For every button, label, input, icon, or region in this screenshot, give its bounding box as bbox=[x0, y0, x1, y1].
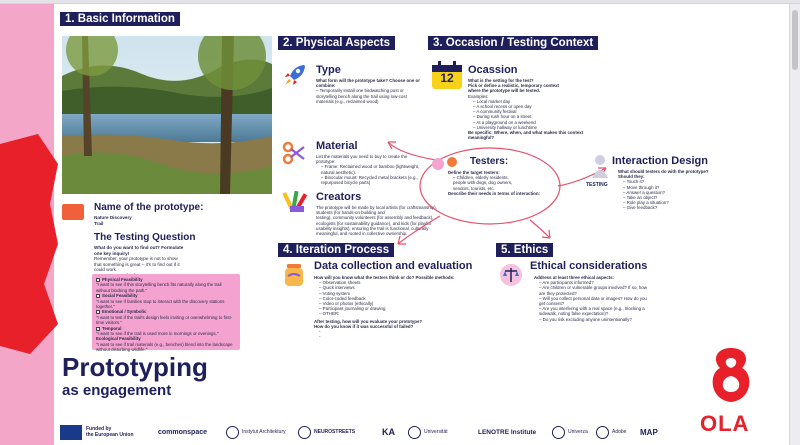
occasion-item-text: A community festival bbox=[476, 109, 517, 115]
partner-logo-text: LENOTRE Institute bbox=[478, 428, 537, 436]
calendar-date: 12 bbox=[440, 71, 454, 85]
occasion-item-text: A school recess or open day bbox=[476, 104, 532, 110]
creators-line: testing), community volunteers (for assembly and feedback), bbox=[316, 215, 434, 221]
red-decorative-shape bbox=[0, 134, 58, 354]
checklist-label: Physical Feasibility bbox=[102, 277, 143, 282]
ethics-title: Ethical considerations bbox=[530, 260, 648, 272]
partner-logo bbox=[478, 422, 536, 442]
testers-item-text: Children, elderly residents, bbox=[456, 175, 509, 181]
tq-line: one key inquiry! bbox=[94, 250, 130, 256]
poster-canvas bbox=[0, 4, 789, 445]
checklist-label: Social Feasibility bbox=[102, 293, 138, 299]
partner-logo-icon bbox=[596, 426, 609, 439]
ethics-item-text: Are you interfering with a real space (e.g., blocking a sidewalk, noting false expectation)? bbox=[539, 306, 645, 317]
poster-main-title: Prototyping bbox=[62, 352, 208, 382]
ola-brand-text: OLA bbox=[700, 411, 750, 436]
occasion-item: – During rush hour on a street bbox=[473, 114, 532, 120]
data-item-text: Quick interviews bbox=[322, 285, 355, 291]
interaction-q: What should testers do with the prototype? bbox=[618, 169, 709, 174]
data-item: – Participant journaling or drawing bbox=[319, 306, 386, 312]
material-question: List the materials you need to buy to create the prototype: bbox=[316, 154, 408, 165]
checklist-label: Temporal bbox=[102, 325, 122, 331]
section-title-physical: 2. Physical Aspects bbox=[278, 36, 395, 50]
interaction-item: – Touch it? bbox=[623, 179, 645, 185]
occasion-item: – At a playground on a weekend bbox=[473, 119, 536, 125]
eu-line2: the European Union bbox=[86, 432, 134, 438]
data-blank-item: - bbox=[319, 329, 321, 335]
occasion-item: – Local market day bbox=[473, 98, 511, 104]
tq-line: could work. bbox=[94, 267, 118, 273]
material-item-text: Binocular mount: Recycled metal brackets (e.g., repurposed bicycle parts) bbox=[321, 174, 418, 186]
ethics-intro: Address at least three ethical aspects: bbox=[534, 275, 615, 280]
checklist-item bbox=[96, 326, 236, 337]
interaction-item-text: Role play a situation? bbox=[626, 200, 669, 206]
ethics-item-text: Do you risk excluding anyone unintentionally? bbox=[542, 316, 632, 322]
lake-photo bbox=[62, 36, 272, 194]
type-item: – Temporarily install one birdwatching post or storytelling bench along the trail using low-cost materials (e.g., reclaimed wood) bbox=[316, 88, 407, 104]
tq-line: What do you want to find out? Formulate bbox=[94, 245, 184, 250]
ethics-item: – Are you interfering with a real space (e.g., blocking a sidewalk, noting false expectation)? bbox=[539, 306, 645, 317]
partner-logo-text: NEUROSTREETS bbox=[314, 429, 356, 435]
type-title: Type bbox=[316, 64, 341, 76]
interaction-item: – Give feedback? bbox=[623, 205, 658, 211]
partner-logo bbox=[552, 422, 588, 442]
interaction-text bbox=[618, 169, 728, 211]
occasion-item: – A school recess or open day bbox=[473, 104, 532, 110]
checkbox[interactable] bbox=[96, 278, 100, 282]
ethics-item: – Are children or vulnerable groups involved? If so, how are they protected? bbox=[539, 285, 647, 296]
commonspace-logo: commonspace bbox=[158, 428, 208, 436]
interaction-item-text: Answer a question? bbox=[626, 189, 665, 195]
ethics-text bbox=[534, 275, 654, 322]
material-title: Material bbox=[316, 140, 358, 152]
occasion-q: Pick or define a realistic, temporary context bbox=[468, 83, 560, 89]
checklist-item bbox=[96, 336, 236, 352]
interaction-title: Interaction Design bbox=[612, 155, 708, 167]
testing-figure-icon bbox=[588, 154, 612, 184]
occasion-item: – A community festival bbox=[473, 109, 517, 115]
checklist-item bbox=[96, 277, 236, 293]
type-item-text: Temporarily install one birdwatching post or storytelling bench along the trail using low-cost materials (e.g., reclaimed wood) bbox=[316, 88, 407, 104]
data-after: After testing, how will you evaluate your prototype? How do you know if it was successful of failed? bbox=[314, 318, 423, 329]
data-question: How will you know what the testers think or do? Possible methods: bbox=[314, 275, 455, 280]
partner-logo-text: KA bbox=[382, 427, 395, 437]
tq-line: that something is great – it's to find out if it bbox=[94, 261, 180, 267]
section-title-ethics: 5. Ethics bbox=[496, 243, 553, 257]
checklist-label: Ecological Feasibility bbox=[96, 336, 141, 342]
data-collection-text bbox=[314, 275, 464, 339]
data-item-text: Voting system bbox=[322, 290, 351, 296]
partner-logo-text: Adobe bbox=[612, 429, 627, 435]
data-collection-title: Data collection and evaluation bbox=[314, 260, 473, 272]
data-item-text: Observation sheets bbox=[322, 280, 361, 286]
type-question: What form will the prototype take? Choose one or combine: bbox=[316, 78, 420, 89]
data-item: – Color-coded feedback bbox=[319, 295, 366, 301]
vertical-scrollbar[interactable] bbox=[789, 4, 800, 445]
testers-item-text: people with dogs, dog owners, bbox=[453, 180, 513, 186]
eu-logo-text bbox=[86, 426, 134, 438]
interaction-item: – Take an object? bbox=[623, 195, 658, 201]
scale-icon bbox=[498, 262, 524, 288]
checklist-text: "I want to test if the trail's design feels inviting or overwhelming to first-time visitors." bbox=[96, 314, 233, 326]
testers-title: Testers: bbox=[470, 156, 509, 167]
testers-text bbox=[448, 170, 548, 196]
prototype-name-line2: Trail bbox=[94, 220, 104, 226]
ethics-item-text: Will you collect personal data or images? How do you get consent? bbox=[539, 295, 647, 307]
eu-flag-icon bbox=[60, 425, 82, 440]
partner-logo bbox=[640, 422, 658, 442]
prototype-name-line1: Nature Discovery bbox=[94, 215, 132, 220]
checklist-text: "I want to see if trail materials (e.g., benches) blend into the landscape without disturbing wildlife." bbox=[96, 341, 233, 353]
partner-logo bbox=[408, 422, 448, 442]
ethics-item: – Do you risk excluding anyone unintentionally? bbox=[539, 316, 632, 322]
poster-sub-title: as engagement bbox=[62, 382, 172, 399]
interaction-item: – Role play a situation? bbox=[623, 200, 669, 206]
partner-logo-icon bbox=[226, 426, 239, 439]
partner-logo bbox=[226, 422, 286, 442]
ethics-item: – Are participants informed? bbox=[539, 280, 594, 286]
data-item-text: Participant journaling or drawing bbox=[322, 306, 386, 312]
occasion-item-text: Local market day bbox=[476, 98, 511, 104]
jar-icon bbox=[282, 262, 306, 288]
ethics-item: – Will you collect personal data or images? How do you get consent? bbox=[539, 295, 647, 307]
data-item: – Quick interviews bbox=[319, 285, 355, 291]
data-item: – Voting system bbox=[319, 290, 351, 296]
pencils-icon bbox=[282, 188, 310, 216]
material-item: – Frame: Reclaimed wood or bamboo (lightweight, natural aesthetic). bbox=[321, 164, 420, 175]
scissors-icon bbox=[282, 141, 306, 165]
partner-logo bbox=[298, 422, 355, 442]
occasion-item-text: University hallway or lunchtime bbox=[476, 124, 537, 130]
partner-logo-text: Universität bbox=[424, 429, 448, 435]
ethics-item-text: Are children or vulnerable groups involved? If so, how are they protected? bbox=[539, 285, 647, 296]
section-title-iteration: 4. Iteration Process bbox=[278, 243, 394, 257]
interaction-q: Should they: bbox=[618, 174, 645, 180]
scrollbar-thumb[interactable] bbox=[792, 10, 798, 70]
checkbox[interactable] bbox=[96, 294, 100, 298]
partner-logo-icon bbox=[408, 426, 421, 439]
occasion-be-specific: Be specific: Where, when, and what makes this context meaningful? bbox=[468, 130, 584, 141]
creators-line: usability insights), ensuring the trail is functional, culturally bbox=[316, 225, 429, 231]
section-title-basic-info: 1. Basic Information bbox=[60, 12, 180, 26]
partner-logo bbox=[596, 422, 626, 442]
occasion-examples-label: Examples: bbox=[468, 93, 489, 99]
creators-line: meaningful, and rooted in collective ownership. bbox=[316, 231, 408, 237]
data-item-text: Color-coded feedback bbox=[322, 295, 366, 301]
material-item: – Binocular mount: Recycled metal brackets (e.g., repurposed bicycle parts) bbox=[321, 174, 418, 186]
rocket-icon bbox=[282, 62, 308, 88]
partner-logo-text: MAP bbox=[640, 427, 658, 437]
partner-logo-text: Univerza bbox=[568, 429, 588, 435]
data-item: – Video or photos (ethically) bbox=[319, 301, 374, 307]
ola-logo-icon bbox=[706, 344, 756, 408]
eu-logo bbox=[60, 422, 134, 442]
testing-question-title: The Testing Question bbox=[94, 232, 196, 243]
section-title-occasion: 3. Occasion / Testing Context bbox=[428, 36, 598, 50]
checklist-text: "I want to see if the trail is used more in mornings or evenings." bbox=[96, 331, 219, 337]
eu-line1: Funded by bbox=[86, 426, 112, 432]
checklist-item bbox=[96, 309, 236, 325]
testing-icon-label: TESTING bbox=[586, 182, 608, 188]
partner-logo-icon bbox=[552, 426, 565, 439]
creators-line: The prototype will be made by local artists (for craftsmanship), students (for hands-on building and bbox=[316, 205, 437, 216]
data-item: – Observation sheets bbox=[319, 280, 361, 286]
data-item-text: OTHER: bbox=[322, 311, 340, 317]
type-text bbox=[316, 78, 424, 104]
interaction-item-text: Move through it? bbox=[626, 184, 660, 190]
testers-define: Define the target testers: bbox=[448, 170, 500, 175]
occasion-title: Ocassion bbox=[468, 64, 518, 76]
checklist-text: "I want to see if this storytelling bench fits naturally along the trail without blocking the path." bbox=[96, 282, 222, 293]
data-blank-item: - bbox=[319, 334, 321, 340]
prototype-name-title: Name of the prototype: bbox=[94, 202, 204, 213]
testing-checklist bbox=[92, 274, 240, 353]
checkbox[interactable] bbox=[96, 327, 100, 331]
checklist-label: Emotional / Symbolic bbox=[102, 309, 147, 315]
occasion-item-text: During rush hour on a street bbox=[476, 114, 532, 120]
occasion-q: What is the setting for the test? bbox=[468, 78, 534, 83]
interaction-item-text: Give feedback? bbox=[626, 205, 658, 211]
material-item-text: Frame: Reclaimed wood or bamboo (lightweight, natural aesthetic). bbox=[321, 164, 420, 175]
testers-item: – Children, elderly residents, bbox=[453, 175, 509, 181]
occasion-item: – University hallway or lunchtime bbox=[473, 124, 537, 130]
partner-logo bbox=[382, 422, 395, 442]
partner-logo-icon bbox=[298, 426, 311, 439]
data-item: – OTHER: bbox=[319, 311, 340, 317]
prototype-name-value bbox=[94, 215, 132, 226]
creators-title: Creators bbox=[316, 191, 362, 203]
name-tag-icon bbox=[62, 204, 84, 220]
checklist-text: "I want to see if families stop to interact with the discovery stations together." bbox=[96, 298, 225, 310]
creators-line: ecologists (for sustainability guidance), and kids (for playful bbox=[316, 220, 431, 226]
tq-line: Remember, your prototype is not to show bbox=[94, 256, 178, 262]
interaction-item: – Move through it? bbox=[623, 184, 660, 190]
occasion-q: where the prototype will be tested. bbox=[468, 88, 540, 94]
testers-item-text: vendors, tourists, etc. bbox=[453, 185, 495, 191]
partner-logos bbox=[60, 422, 680, 442]
checklist-item bbox=[96, 293, 236, 309]
data-item-text: Video or photos (ethically) bbox=[322, 301, 374, 307]
interaction-item-text: Touch it? bbox=[626, 179, 645, 185]
occasion-item-text: At a playground on a weekend bbox=[476, 119, 536, 125]
interaction-item-text: Take an object? bbox=[626, 195, 658, 201]
partner-logo-text: Instytut Architektury bbox=[242, 429, 286, 435]
interaction-item: – Answer a question? bbox=[623, 189, 665, 195]
ethics-item-text: Are participants informed? bbox=[542, 280, 594, 286]
testers-describe: Describe their needs in terms of interaction: bbox=[448, 190, 540, 196]
checkbox[interactable] bbox=[96, 310, 100, 314]
